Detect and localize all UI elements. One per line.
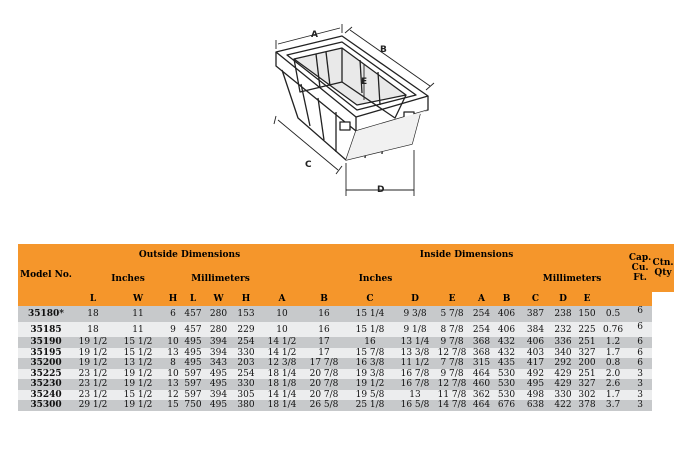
cell-dm: 292: [550, 358, 576, 369]
cell-d: 9 1/8: [397, 322, 433, 337]
cell-od-hm: 153: [233, 306, 259, 322]
cell-qty: 3: [628, 390, 652, 401]
cell-od-h: 9: [164, 322, 182, 337]
tote-rows: [18, 306, 674, 411]
model-number-cell: 35300: [18, 400, 74, 411]
cell-od-lm: 597: [182, 379, 204, 390]
cell-c: 15 1/8: [343, 322, 397, 337]
cell-a: 10: [259, 306, 305, 322]
cell-od-wm: 495: [204, 400, 233, 411]
cell-cm: 492: [521, 369, 550, 380]
column-header-h-in: H: [164, 292, 182, 306]
cell-am: 362: [472, 389, 491, 400]
cell-am: 464: [472, 400, 491, 411]
cell-bm: 530: [492, 379, 521, 390]
column-letter-header-row: [18, 292, 674, 306]
model-number-cell: 35200: [18, 358, 74, 369]
column-header-e-in: E: [433, 292, 471, 306]
model-number-cell: 35185: [18, 322, 74, 337]
cell-od-l: 23 1/2: [74, 390, 112, 401]
cell-od-w: 19 1/2: [112, 369, 164, 380]
cell-d: 9 3/8: [397, 306, 433, 322]
cell-od-wm: 280: [204, 306, 233, 322]
dimension-a-label: A: [311, 30, 318, 40]
cell-dm: 429: [550, 369, 576, 380]
cell-cap: 0.5: [598, 306, 628, 322]
qty-spacer: [628, 292, 652, 306]
outside-inches-header: Inches: [74, 266, 182, 292]
cell-c: 19 5/8: [343, 390, 397, 401]
cell-c: 19 1/2: [343, 379, 397, 390]
cell-em: 225: [576, 322, 598, 337]
column-header-d-in: D: [397, 292, 433, 306]
cell-b: 20 7/8: [305, 369, 343, 380]
cell-am: 368: [472, 337, 491, 348]
cell-bm: 432: [492, 337, 521, 348]
model-number-cell: 35230: [18, 379, 74, 390]
cell-am: 368: [472, 347, 491, 358]
cell-cm: 498: [521, 390, 550, 401]
cell-od-l: 23 1/2: [74, 369, 112, 380]
cell-b: 26 5/8: [305, 400, 343, 411]
cell-bm: 435: [492, 358, 521, 369]
model-number-cell: 35180*: [18, 306, 74, 322]
cell-cap: 0.76: [598, 322, 628, 337]
cell-cap: 1.7: [598, 390, 628, 401]
cell-c: 15 7/8: [343, 348, 397, 359]
cell-od-wm: 394: [204, 337, 233, 348]
cell-b: 20 7/8: [305, 390, 343, 401]
table-row: [18, 306, 674, 322]
cell-cap: 1.2: [598, 337, 628, 348]
cell-em: 327: [576, 379, 598, 390]
cell-dm: 340: [550, 348, 576, 359]
table-row: [18, 322, 674, 337]
cell-od-wm: 343: [204, 358, 233, 369]
cell-dm: 330: [550, 390, 576, 401]
cell-cm: 638: [521, 400, 550, 411]
dimension-e-label: E: [361, 77, 368, 87]
cell-od-l: 19 1/2: [74, 348, 112, 359]
cell-em: 200: [576, 358, 598, 369]
cell-d: 13 1/4: [397, 337, 433, 348]
cell-a: 18 1/4: [259, 369, 305, 380]
cell-a: 14 1/2: [259, 348, 305, 359]
cap-spacer: [598, 292, 628, 306]
column-header-e-mm: E: [576, 292, 598, 306]
cell-c: 25 1/8: [343, 400, 397, 411]
cell-od-h: 15: [164, 400, 182, 411]
cell-cm: 495: [521, 379, 550, 390]
cell-od-lm: 750: [182, 400, 204, 411]
cell-em: 251: [576, 337, 598, 348]
model-no-header: Model No.: [18, 244, 74, 306]
cell-e: 12 7/8: [433, 348, 471, 359]
cell-b: 16: [305, 306, 343, 322]
cell-od-lm: 457: [182, 306, 204, 322]
column-header-b-mm: B: [492, 292, 521, 306]
model-number-cell: 35225: [18, 369, 74, 380]
cell-qty: 6: [628, 358, 652, 369]
outside-mm-header: Millimeters: [182, 266, 259, 292]
column-header-c-in: C: [343, 292, 397, 306]
cell-a: 12 3/8: [259, 358, 305, 369]
column-header-w-mm: W: [204, 292, 233, 306]
column-header-d-mm: D: [550, 292, 576, 306]
cell-od-w: 15 1/2: [112, 337, 164, 348]
cell-b: 17 7/8: [305, 358, 343, 369]
cell-od-hm: 330: [233, 348, 259, 359]
inside-dimensions-header: Inside Dimensions: [305, 244, 628, 266]
cell-qty: 6: [628, 337, 652, 348]
column-header-l-in: L: [74, 292, 112, 306]
cell-od-h: 12: [164, 390, 182, 401]
dimension-c-label: C: [305, 160, 312, 170]
cell-b: 17: [305, 337, 343, 348]
cell-em: 150: [576, 306, 598, 322]
cell-am: 460: [472, 379, 491, 390]
cell-d: 13 3/8: [397, 348, 433, 359]
cell-cap: 0.8: [598, 358, 628, 369]
table-row: [18, 369, 674, 380]
cell-od-l: 29 1/2: [74, 400, 112, 411]
cell-qty: 3: [628, 369, 652, 380]
cell-e: 12 7/8: [433, 379, 471, 390]
cell-cm: 406: [521, 337, 550, 348]
cell-qty: 3: [628, 379, 652, 390]
cell-bm: 530: [492, 390, 521, 401]
ctn-qty-header: Ctn. Qty: [652, 244, 674, 292]
cell-od-hm: 203: [233, 358, 259, 369]
table-row: [18, 348, 674, 359]
cell-od-wm: 394: [204, 390, 233, 401]
cell-dm: 238: [550, 306, 576, 322]
tote-dimensions-table: [18, 244, 674, 411]
cell-em: 327: [576, 348, 598, 359]
cell-c: 15 1/4: [343, 306, 397, 322]
cell-od-wm: 394: [204, 348, 233, 359]
cell-dm: 336: [550, 337, 576, 348]
column-header-w-in: W: [112, 292, 164, 306]
cell-dm: 232: [550, 322, 576, 337]
cell-od-hm: 330: [233, 379, 259, 390]
table-row: [18, 337, 674, 348]
cell-bm: 406: [492, 306, 521, 322]
cell-cm: 417: [521, 358, 550, 369]
cell-b: 16: [305, 322, 343, 337]
cell-e: 7 7/8: [433, 358, 471, 369]
cell-bm: 432: [492, 348, 521, 359]
cell-e: 9 7/8: [433, 369, 471, 380]
cell-qty: 6: [628, 322, 652, 337]
inside-inches-header: Inches: [259, 266, 492, 292]
cell-od-lm: 597: [182, 390, 204, 401]
cell-e: 8 7/8: [433, 322, 471, 337]
cell-od-lm: 457: [182, 322, 204, 337]
cell-em: 302: [576, 390, 598, 401]
cell-od-lm: 597: [182, 369, 204, 380]
cell-cm: 384: [521, 322, 550, 337]
cell-cm: 403: [521, 348, 550, 359]
cell-d: 16 5/8: [397, 400, 433, 411]
cell-am: 464: [472, 368, 491, 379]
cell-a: 10: [259, 322, 305, 337]
column-header-l-mm: L: [182, 292, 204, 306]
cell-bm: 530: [492, 369, 521, 380]
cell-qty: 6: [628, 306, 652, 322]
cell-od-h: 13: [164, 379, 182, 390]
cell-c: 16: [343, 337, 397, 348]
table-row: [18, 358, 674, 369]
cell-od-l: 18: [74, 322, 112, 337]
cell-am: 254: [471, 306, 492, 322]
cell-od-w: 19 1/2: [112, 379, 164, 390]
cell-d: 11 1/2: [397, 358, 433, 369]
column-header-h-mm: H: [233, 292, 259, 306]
inside-mm-header: Millimeters: [492, 266, 652, 292]
cell-od-w: 15 1/2: [112, 390, 164, 401]
cell-e: 9 7/8: [433, 337, 471, 348]
model-number-cell: 35190: [18, 337, 74, 348]
cell-am: 315: [472, 358, 491, 369]
cell-a: 18 1/4: [259, 400, 305, 411]
cell-od-lm: 495: [182, 358, 204, 369]
table-row: [18, 379, 674, 390]
table-row: [18, 400, 674, 411]
cell-od-hm: 254: [233, 369, 259, 380]
cell-d: 16 7/8: [397, 379, 433, 390]
cell-qty: 6: [628, 348, 652, 359]
cell-em: 378: [576, 400, 598, 411]
cell-od-l: 19 1/2: [74, 358, 112, 369]
column-header-a-in: A: [259, 292, 305, 306]
cell-qty: 3: [628, 400, 652, 411]
cell-od-w: 13 1/2: [112, 358, 164, 369]
cell-od-hm: 229: [233, 322, 259, 337]
table-row: [18, 390, 674, 401]
cell-cm: 387: [521, 306, 550, 322]
cell-a: 14 1/4: [259, 390, 305, 401]
column-header-b-in: B: [305, 292, 343, 306]
cell-cap: 2.0: [598, 369, 628, 380]
cell-od-hm: 254: [233, 337, 259, 348]
cell-am: 254: [471, 322, 492, 337]
cell-a: 14 1/2: [259, 337, 305, 348]
cell-e: 5 7/8: [433, 306, 471, 322]
cell-od-hm: 380: [233, 400, 259, 411]
cell-b: 20 7/8: [305, 379, 343, 390]
cell-cap: 2.6: [598, 379, 628, 390]
dimension-d-label: D: [377, 185, 385, 195]
cell-dm: 422: [550, 400, 576, 411]
model-number-cell: 35195: [18, 348, 74, 359]
cell-d: 16 7/8: [397, 369, 433, 380]
cap-cu-ft-header: Cap. Cu. Ft.: [628, 244, 652, 292]
cell-od-wm: 280: [204, 322, 233, 337]
cell-a: 18 1/8: [259, 379, 305, 390]
cell-c: 16 3/8: [343, 358, 397, 369]
cell-od-h: 6: [164, 306, 182, 322]
dimension-b-label: B: [380, 45, 387, 55]
cell-bm: 406: [492, 322, 521, 337]
cell-od-h: 10: [164, 369, 182, 380]
cell-od-lm: 495: [182, 348, 204, 359]
cell-od-h: 13: [164, 348, 182, 359]
cell-cap: 1.7: [598, 348, 628, 359]
cell-od-w: 15 1/2: [112, 348, 164, 359]
cell-od-l: 23 1/2: [74, 379, 112, 390]
cell-od-l: 18: [74, 306, 112, 322]
cell-e: 14 7/8: [433, 400, 471, 411]
cell-em: 251: [576, 369, 598, 380]
cell-c: 19 3/8: [343, 369, 397, 380]
cell-od-w: 11: [112, 322, 164, 337]
cell-od-wm: 495: [204, 369, 233, 380]
cell-od-h: 8: [164, 358, 182, 369]
cell-od-hm: 305: [233, 390, 259, 401]
cell-od-h: 10: [164, 337, 182, 348]
model-number-cell: 35240: [18, 390, 74, 401]
column-header-c-mm: C: [521, 292, 550, 306]
cell-d: 13: [397, 390, 433, 401]
cell-bm: 676: [492, 400, 521, 411]
cell-od-w: 11: [112, 306, 164, 322]
cell-b: 17: [305, 348, 343, 359]
cell-od-w: 19 1/2: [112, 400, 164, 411]
cell-od-lm: 495: [182, 337, 204, 348]
cell-dm: 429: [550, 379, 576, 390]
cell-e: 11 7/8: [433, 390, 471, 401]
cell-od-wm: 495: [204, 379, 233, 390]
outside-dimensions-header: Outside Dimensions: [74, 244, 305, 266]
column-header-a-mm: A: [471, 292, 492, 306]
cell-od-l: 19 1/2: [74, 337, 112, 348]
cell-cap: 3.7: [598, 400, 628, 411]
